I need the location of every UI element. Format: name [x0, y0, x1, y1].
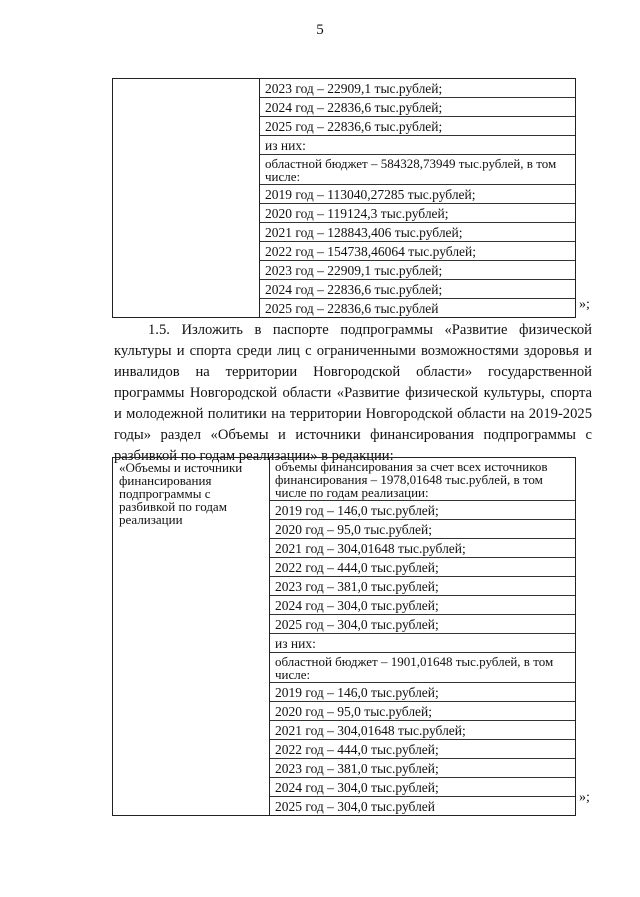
table-line: 2020 год – 95,0 тыс.рублей; — [270, 520, 575, 539]
table2-closing-mark: »; — [579, 790, 590, 805]
table-line: 2023 год – 381,0 тыс.рублей; — [270, 759, 575, 778]
table-line: областной бюджет – 1901,01648 тыс.рублей, в том числе: — [270, 653, 575, 683]
table-line: 2021 год – 304,01648 тыс.рублей; — [270, 721, 575, 740]
table-line: 2025 год – 22836,6 тыс.рублей — [265, 301, 439, 316]
table-line: 2021 год – 304,01648 тыс.рублей; — [270, 539, 575, 558]
table-line: 2021 год – 128843,406 тыс.рублей; — [260, 223, 575, 242]
table-line: 2022 год – 154738,46064 тыс.рублей; — [260, 242, 575, 261]
table-line: из них: — [260, 136, 575, 155]
table-line: 2025 год – 304,0 тыс.рублей; — [270, 615, 575, 634]
table-left-label: «Объемы и источники финансирования подпрограммы с разбивкой по годам реализации — [113, 458, 270, 816]
table-line: 2020 год – 95,0 тыс.рублей; — [270, 702, 575, 721]
table-line: 2025 год – 304,0 тыс.рублей — [275, 799, 436, 814]
amendment-paragraph: 1.5. Изложить в паспорте подпрограммы «Развитие физической культуры и спорта среди лиц с ограниченными возможностями здоровья и инвалидов на территории Новгородской области» государственной программы Новгородской области «Развитие физической культуры, спорта и молодежной политики на территории Новгородской области на 2019-2025 годы» раздел «Объемы и источники финансирования подпрограммы с разбивкой по годам реализации» в редакции: — [114, 322, 592, 464]
table-left-cell — [113, 79, 260, 318]
table-right-cell — [260, 79, 576, 318]
table-line: 2022 год – 444,0 тыс.рублей; — [270, 558, 575, 577]
table1-closing-mark: »; — [579, 297, 590, 312]
table-line: 2019 год – 146,0 тыс.рублей; — [270, 683, 575, 702]
table-line: 2024 год – 22836,6 тыс.рублей; — [260, 98, 575, 117]
table-line: областной бюджет – 584328,73949 тыс.рублей, в том числе: — [260, 155, 575, 185]
table-line: объемы финансирования за счет всех источников финансирования – 1978,01648 тыс.рублей, в том числе по годам реализации: — [270, 458, 575, 501]
table-line: 2024 год – 304,0 тыс.рублей; — [270, 596, 575, 615]
table-line: 2025 год – 22836,6 тыс.рублей; — [260, 117, 575, 136]
table-line: 2023 год – 381,0 тыс.рублей; — [270, 577, 575, 596]
table-line: 2019 год – 113040,27285 тыс.рублей; — [260, 185, 575, 204]
funding-table-continued — [112, 78, 576, 318]
table-line: 2024 год – 304,0 тыс.рублей; — [270, 778, 575, 797]
table-line: 2020 год – 119124,3 тыс.рублей; — [260, 204, 575, 223]
table-line: 2023 год – 22909,1 тыс.рублей; — [260, 261, 575, 280]
page-number: 5 — [316, 22, 324, 38]
funding-table-new — [112, 457, 576, 816]
table-right-cell — [270, 458, 576, 816]
table-line: 2019 год – 146,0 тыс.рублей; — [270, 501, 575, 520]
table-line: 2022 год – 444,0 тыс.рублей; — [270, 740, 575, 759]
table-line: 2024 год – 22836,6 тыс.рублей; — [260, 280, 575, 299]
table-line: из них: — [270, 634, 575, 653]
table-line: 2023 год – 22909,1 тыс.рублей; — [260, 79, 575, 98]
